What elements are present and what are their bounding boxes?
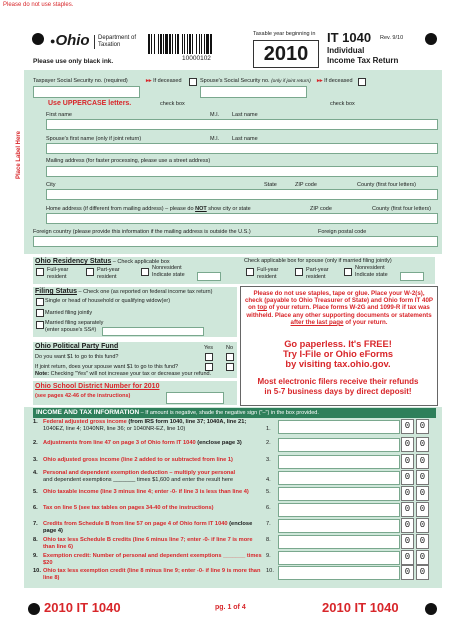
mailing-input[interactable] xyxy=(46,166,438,177)
cents-digit[interactable]: 0 xyxy=(416,502,429,517)
notice-p1c: of your return. xyxy=(343,318,388,326)
party-q1-no[interactable] xyxy=(226,353,234,361)
page-number: pg. 1 of 4 xyxy=(215,604,246,611)
line-amount-input[interactable] xyxy=(278,471,400,485)
ssn-input[interactable] xyxy=(33,86,140,98)
last-name-label-2: Last name xyxy=(232,136,258,142)
line-text-bold: (enclose page 4) xyxy=(43,521,253,534)
ink-note: Please use only black ink. xyxy=(33,58,114,65)
cents-digit[interactable]: 0 xyxy=(416,550,429,565)
res-full-year-checkbox[interactable] xyxy=(36,268,44,276)
line-ref: 10. xyxy=(266,568,274,574)
residency-title-text: Ohio Residency Status xyxy=(35,258,112,265)
barcode-bar xyxy=(189,34,191,54)
paperless-line1: Go paperless. It's FREE! xyxy=(284,339,392,349)
spouse-ssn-note: (only if joint return) xyxy=(271,79,311,84)
line-text xyxy=(43,553,263,566)
sres-state-input[interactable] xyxy=(400,272,424,281)
line-text xyxy=(43,521,263,534)
spouse-name-input[interactable] xyxy=(46,143,438,154)
last-name-label: Last name xyxy=(232,112,258,118)
place-label-strip xyxy=(14,110,24,210)
residency-title xyxy=(35,258,170,266)
res-nonresident xyxy=(152,265,185,278)
sres-opt1: Full-year xyxy=(257,267,279,273)
paperless-message xyxy=(242,339,434,369)
income-band-title: INCOME AND TAX INFORMATION xyxy=(36,409,140,416)
barcode-bar xyxy=(160,34,162,54)
home-address-label xyxy=(46,206,251,213)
line-text-lead: Adjustments from line 47 on page 3 of Ohio form IT 1040 xyxy=(43,440,198,446)
cents-digit[interactable]: 0 xyxy=(401,419,414,434)
party-note xyxy=(35,371,211,378)
arrow-icon-2: ▸▸ xyxy=(317,78,323,84)
line-text xyxy=(43,568,263,581)
barcode-bar xyxy=(169,34,171,54)
form-number: IT 1040 xyxy=(327,30,372,45)
cents-digit[interactable]: 0 xyxy=(401,470,414,485)
first-name-label: First name xyxy=(46,112,72,118)
cents-digit[interactable]: 0 xyxy=(401,534,414,549)
ohio-logo xyxy=(50,33,90,49)
zip-label: ZIP code xyxy=(295,182,317,188)
line-text-lead: Tax on line 5 (see tax tables on pages 34-40 of the instructions) xyxy=(43,505,214,511)
line-text xyxy=(43,419,263,426)
spouse-ss-input[interactable] xyxy=(102,327,204,336)
mailing-label: Mailing address (for faster processing, please use a street address) xyxy=(46,158,211,164)
spouse-ssn-input[interactable] xyxy=(200,86,307,98)
line-number: 10. xyxy=(33,568,41,574)
res-nonresident-checkbox[interactable] xyxy=(141,268,149,276)
res-opt1b: resident xyxy=(47,273,67,280)
cents-digit[interactable]: 0 xyxy=(416,437,429,452)
staples-instructions xyxy=(244,290,434,326)
barcode-bar xyxy=(148,34,150,54)
line-number: 8. xyxy=(33,537,38,543)
foreign-input[interactable] xyxy=(33,236,438,247)
line-text xyxy=(43,537,263,550)
line-number: 1. xyxy=(33,419,38,425)
cents-digit[interactable]: 0 xyxy=(416,470,429,485)
efile-line1: Most electronic filers receive their refunds xyxy=(257,377,419,386)
cents-digit[interactable]: 0 xyxy=(401,502,414,517)
cents-digit[interactable]: 0 xyxy=(416,454,429,469)
barcode-bar xyxy=(192,34,193,54)
school-district-title: Ohio School District Number for 2010 xyxy=(35,383,160,390)
sres-opt3: Nonresident xyxy=(355,265,385,271)
efile-message xyxy=(242,377,434,397)
cents-digit[interactable]: 0 xyxy=(416,518,429,533)
res-opt3b: Indicate state xyxy=(152,271,185,278)
line-text xyxy=(43,505,263,512)
filing-single-checkbox[interactable] xyxy=(36,298,44,306)
line-text xyxy=(43,457,263,464)
tax-year: 2010 xyxy=(253,40,319,68)
barcode-bar xyxy=(206,34,209,54)
cents-digit[interactable]: 0 xyxy=(416,486,429,501)
line-amount-input[interactable] xyxy=(278,438,400,452)
sres-full-year xyxy=(257,267,278,280)
filing-separate-label xyxy=(45,320,103,333)
line-number: 2. xyxy=(33,440,38,446)
sres-full-year-checkbox[interactable] xyxy=(246,268,254,276)
sres-nonresident-checkbox[interactable] xyxy=(344,268,352,276)
cents-digit[interactable]: 0 xyxy=(401,454,414,469)
home-address-input[interactable] xyxy=(46,213,438,224)
barcode-bar xyxy=(210,34,212,54)
if-deceased-label-2 xyxy=(317,78,353,85)
line-number: 4. xyxy=(33,470,38,476)
paperless-line3: by visiting tax.ohio.gov. xyxy=(285,359,391,369)
department-line2: Taxation xyxy=(98,42,121,48)
efile-line2: in 5-7 business days by direct deposit! xyxy=(264,387,412,396)
sres-opt2: Part-year xyxy=(306,267,329,273)
taxable-year-label: Taxable year beginning in xyxy=(253,31,316,37)
party-fund-title: Ohio Political Party Fund xyxy=(35,343,119,350)
cents-digit[interactable]: 0 xyxy=(401,550,414,565)
zip-label-2: ZIP code xyxy=(310,206,332,212)
sres-nonresident xyxy=(355,265,388,278)
filing-single-label: Single or head of household or qualifying widow(er) xyxy=(45,298,171,304)
county-label-2: County (first four letters) xyxy=(372,206,431,212)
check-box-note-2: check box xyxy=(330,101,355,107)
line-ref: 3. xyxy=(266,457,271,463)
line-text-lead: Personal and dependent exemption deduction – multiply your personal xyxy=(43,470,236,476)
foreign-country-label: Foreign country (please provide this information if the mailing address is outside the U.S.) xyxy=(33,229,251,235)
line-ref: 1. xyxy=(266,426,271,432)
res-state-input[interactable] xyxy=(197,272,221,281)
line-ref: 2. xyxy=(266,440,271,446)
school-district-input[interactable] xyxy=(166,392,224,404)
line-amount-input[interactable] xyxy=(278,503,400,517)
party-q2-no[interactable] xyxy=(226,363,234,371)
res-opt1: Full-year xyxy=(47,267,69,273)
spouse-ssn-label xyxy=(200,78,311,86)
barcode-bar xyxy=(165,34,168,54)
line-amount-input[interactable] xyxy=(278,566,400,580)
line-text-lead: Federal adjusted gross income xyxy=(43,419,127,425)
line-ref: 6. xyxy=(266,505,271,511)
barcode-bar xyxy=(196,34,197,54)
ohio-logo-text: Ohio xyxy=(55,32,90,49)
notice-p1b: of your return. Place forms W-2G and 1099-R if tax was withheld. Place any other supporting documents or statements xyxy=(246,304,432,319)
sres-part-year xyxy=(306,267,329,280)
income-band xyxy=(33,408,436,418)
state-label: State xyxy=(264,182,277,188)
form-title-1: Individual xyxy=(327,46,365,55)
res-opt2b: resident xyxy=(97,273,117,280)
name-input[interactable] xyxy=(46,119,438,130)
line-ref: 7. xyxy=(266,521,271,527)
school-district-sub: (see pages 42-46 of the instructions) xyxy=(35,393,131,399)
line-amount-input[interactable] xyxy=(278,420,400,434)
line-number: 3. xyxy=(33,457,38,463)
ssn-label: Taxpayer Social Security no. (required) xyxy=(33,78,128,84)
party-q1: Do you want $1 to go to this fund? xyxy=(35,354,119,360)
ohio-logo-circle: ● xyxy=(50,36,56,46)
spouse-first-label: Spouse's first name (only if joint return) xyxy=(46,136,142,142)
line-number: 9. xyxy=(33,553,38,559)
sres-opt2b: resident xyxy=(306,273,326,280)
barcode-bar xyxy=(187,34,188,54)
filing-opt3a: Married filing separately xyxy=(45,320,104,326)
barcode-bar xyxy=(204,34,205,54)
if-deceased-text-2: If deceased xyxy=(324,78,353,84)
party-note-label: Note: xyxy=(35,371,50,377)
revision: Rev. 9/10 xyxy=(380,35,404,41)
sres-part-year-checkbox[interactable] xyxy=(295,268,303,276)
line-text-lead: Credits from Schedule B from line 57 on page 4 of Ohio form IT 1040 xyxy=(43,521,230,527)
arrow-icon: ▸▸ xyxy=(146,78,152,84)
barcode xyxy=(148,34,243,54)
registration-mark-bottom-right xyxy=(425,603,437,615)
barcode-number: 10000102 xyxy=(182,55,211,62)
if-deceased-text: If deceased xyxy=(153,78,182,84)
cents-digit[interactable]: 0 xyxy=(416,534,429,549)
filing-hint: – Check one (as reported on federal income tax return) xyxy=(77,289,213,295)
sres-opt1b: resident xyxy=(257,273,277,280)
line-amount-input[interactable] xyxy=(278,519,400,533)
line-number: 5. xyxy=(33,489,38,495)
foreign-postal-label: Foreign postal code xyxy=(318,229,367,235)
line-text-lead: Ohio tax less exemption credit (line 8 minus line 9; enter -0- if line 9 is more than line 8) xyxy=(43,568,261,581)
registration-mark-bottom-left xyxy=(28,603,40,615)
barcode-bar xyxy=(201,34,202,54)
spouse-ssn-text: Spouse's Social Security no. xyxy=(200,78,270,84)
line-text-bold: (from IRS form 1040, line 37; 1040A, line 21; xyxy=(126,419,247,425)
cents-digit[interactable]: 0 xyxy=(401,518,414,533)
line-text-lead: Ohio taxable income (line 3 minus line 4; enter -0- if line 3 is less than line 4) xyxy=(43,489,249,495)
barcode-bar xyxy=(177,34,179,54)
barcode-bar xyxy=(151,34,152,54)
line-text-2: 1040EZ, line 4; 1040NR, line 36; or 1040NR-EZ, line 10) xyxy=(43,426,186,432)
line-text xyxy=(43,440,263,447)
line-ref: 4. xyxy=(266,477,271,483)
line-text-lead: Ohio adjusted gross income (line 2 added to or subtracted from line 1) xyxy=(43,457,233,463)
barcode-bar xyxy=(163,34,164,54)
city-label: City xyxy=(46,182,56,188)
line-text-lead: Ohio tax less Schedule B credits (line 6 minus line 7; enter -0- if line 7 is more than line 6) xyxy=(43,537,253,550)
form-title-2: Income Tax Return xyxy=(327,56,399,65)
line-text xyxy=(43,470,263,477)
line-ref: 9. xyxy=(266,553,271,559)
cents-digit[interactable]: 0 xyxy=(416,419,429,434)
barcode-bar xyxy=(154,34,155,54)
line-text-lead: Exemption credit: Number of personal and dependent exemptions _______ times $20 xyxy=(43,553,262,566)
cents-digit[interactable]: 0 xyxy=(416,565,429,580)
department-line1: Department of xyxy=(98,35,137,41)
res-full-year xyxy=(47,267,68,280)
line-amount-input[interactable] xyxy=(278,487,400,501)
line-number: 7. xyxy=(33,521,38,527)
footer-left-form: 2010 IT 1040 xyxy=(44,600,121,615)
res-part-year xyxy=(97,267,120,280)
line-text-2: and dependent exemptions _______ times $1,600 and enter the result here xyxy=(43,477,234,483)
spouse-res-hint: Check applicable box for spouse (only if married filing jointly) xyxy=(244,258,392,264)
barcode-bar xyxy=(182,34,183,54)
income-band-note: – If amount is negative, shade the negative sign ("–") in the box provided. xyxy=(139,410,319,416)
party-q2-yes[interactable] xyxy=(205,363,213,371)
cents-digit[interactable]: 0 xyxy=(401,486,414,501)
barcode-bar xyxy=(158,34,159,54)
registration-mark-left xyxy=(32,33,44,45)
mi-label: M.I. xyxy=(210,112,220,118)
staples-notice: Please do not use staples. xyxy=(3,2,74,8)
line-ref: 8. xyxy=(266,537,271,543)
cents-digit[interactable]: 0 xyxy=(401,565,414,580)
filing-opt3b: (enter spouse's SS#) xyxy=(45,326,97,333)
line-amount-input[interactable] xyxy=(278,535,400,549)
mi-label-2: M.I. xyxy=(210,136,220,142)
county-label: County (first four letters) xyxy=(357,182,416,188)
barcode-bar xyxy=(184,34,185,54)
party-note-text: Checking "Yes" will not increase your tax or decrease your refund. xyxy=(49,371,212,377)
notice-p1a: Please do not use staples, tape or glue. Place your W-2(s), check (payable to Ohio Treasurer of State) and Ohio form IT 40P on xyxy=(244,290,434,312)
yes-label: Yes xyxy=(204,345,213,351)
cents-digit[interactable]: 0 xyxy=(401,437,414,452)
line-amount-input[interactable] xyxy=(278,455,400,469)
notice-p1top: top xyxy=(257,304,268,312)
department-name xyxy=(94,35,136,49)
filing-separate-checkbox[interactable] xyxy=(36,321,44,329)
barcode-bar xyxy=(172,34,173,54)
city-state-zip-input[interactable] xyxy=(46,189,438,200)
sres-opt3b: Indicate state xyxy=(355,271,388,278)
if-deceased-label xyxy=(146,78,182,85)
party-q1-yes[interactable] xyxy=(205,353,213,361)
line-text xyxy=(43,489,263,496)
no-label: No xyxy=(226,345,234,351)
line-text-bold: (enclose page 3) xyxy=(197,440,242,446)
filing-joint-checkbox[interactable] xyxy=(36,309,44,317)
barcode-bar xyxy=(199,34,200,54)
res-part-year-checkbox[interactable] xyxy=(86,268,94,276)
home-prefix: Home address (if different from mailing address) – please do xyxy=(46,206,196,212)
filing-title xyxy=(35,288,212,296)
notice-p1after: after the last page xyxy=(290,318,344,326)
residency-hint: – Check applicable box xyxy=(111,259,170,265)
res-opt2: Part-year xyxy=(97,267,120,273)
party-q2: If joint return, does your spouse want $1 to go to this fund? xyxy=(35,364,179,370)
place-label-text: Place Label Here xyxy=(16,130,22,180)
spouse-deceased-checkbox[interactable] xyxy=(358,78,366,86)
footer-right-form: 2010 IT 1040 xyxy=(322,600,399,615)
filing-joint-label: Married filing jointly xyxy=(45,310,93,316)
line-amount-input[interactable] xyxy=(278,551,400,565)
registration-mark-right xyxy=(425,33,437,45)
line-ref: 5. xyxy=(266,489,271,495)
uppercase-note: Use UPPERCASE letters. xyxy=(48,100,132,107)
home-suffix: show city or state xyxy=(206,206,251,212)
home-not: NOT xyxy=(195,206,207,212)
line-number: 6. xyxy=(33,505,38,511)
paperless-line2: Try I-File or Ohio eForms xyxy=(282,349,394,359)
res-opt3: Nonresident xyxy=(152,265,182,271)
check-box-note: check box xyxy=(160,101,185,107)
taxpayer-deceased-checkbox[interactable] xyxy=(189,78,197,86)
filing-title-text: Filing Status xyxy=(35,288,77,295)
barcode-bar xyxy=(175,34,176,54)
